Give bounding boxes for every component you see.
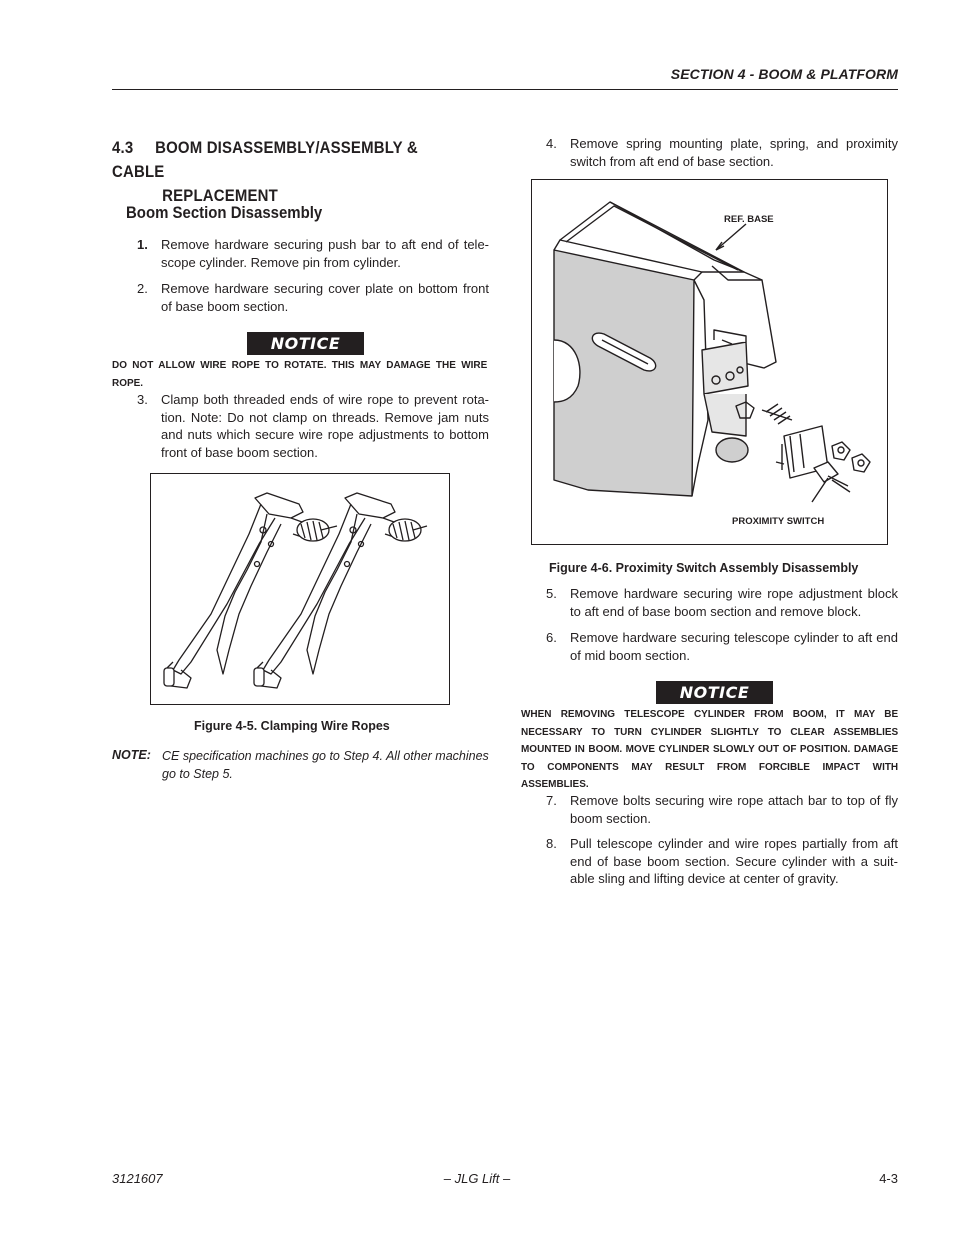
figure-proximity-switch [531, 179, 888, 545]
note-text: CE specification machines go to Step 4. All other machines go to Step 5. [162, 749, 489, 781]
section-title-line1: BOOM DISASSEMBLY/ASSEMBLY & CABLE [112, 138, 418, 181]
step-number: 1. [137, 237, 148, 252]
step-text: Pull telescope cylinder and wire ropes partially from aft end of base boom section. Secure cylinder with a suit-able sling and lifting device at center of gravity. [570, 836, 898, 886]
step-text: Remove bolts securing wire rope attach bar to top of fly boom section. [570, 793, 898, 826]
notice-label: NOTICE [270, 334, 341, 353]
section-header-title: SECTION 4 - BOOM & PLATFORM [670, 66, 898, 82]
section-number: 4.3 [112, 138, 134, 157]
step-7 [546, 792, 898, 828]
step-text: Remove spring mounting plate, spring, and proximity switch from aft end of base section. [570, 136, 898, 169]
step-text: Remove hardware securing cover plate on bottom front of base boom section. [161, 281, 489, 314]
step-number: 5. [546, 586, 557, 601]
footer-page-number: 4-3 [879, 1171, 898, 1186]
step-text: Remove hardware securing telescope cylinder to aft end of mid boom section. [570, 630, 898, 663]
ref-base-label: REF. BASE [724, 214, 774, 225]
footer-center: – JLG Lift – [443, 1171, 511, 1186]
subsection-heading: Boom Section Disassembly [126, 203, 323, 222]
step-number: 2. [137, 281, 148, 296]
locking-pliers-illustration [151, 474, 449, 704]
step-number: 6. [546, 630, 557, 645]
step-number: 8. [546, 836, 557, 851]
step-text: Clamp both threaded ends of wire rope to prevent rota-tion. Note: Do not clamp on threads. Remove jam nuts and nuts which secure wire rope adjustments to bottom front of base boom section. [161, 392, 489, 460]
notice-text: DO NOT ALLOW WIRE ROPE TO ROTATE. THIS MAY DAMAGE THE WIRE ROPE. [112, 359, 488, 389]
figure-clamping-wire-ropes [150, 473, 450, 705]
step-3 [137, 391, 489, 463]
step-4 [546, 135, 898, 171]
notice-badge [248, 333, 363, 354]
step-8 [546, 835, 898, 889]
notice-label: NOTICE [679, 683, 750, 702]
step-2 [137, 280, 489, 316]
figure-caption: Figure 4-5. Clamping Wire Ropes [194, 719, 390, 733]
step-6 [546, 629, 898, 665]
notice-text: WHEN REMOVING TELESCOPE CYLINDER FROM BOOM, IT MAY BE NECESSARY TO TURN CYLINDER SLIGHTLY TO CLEAR ASSEMBLIES MOUNTED IN BOOM. MOVE CYLINDER SLOWLY OUT OF POSITION. DAMAGE TO COMPONENTS MAY RESULT FROM FORCIBLE IMPACT WITH ASSEMBLIES. [521, 708, 899, 790]
proximity-switch-illustration [532, 180, 887, 544]
note-label: NOTE: [112, 748, 151, 762]
proximity-switch-label: PROXIMITY SWITCH [732, 516, 825, 527]
step-number: 3. [137, 392, 148, 407]
step-text: Remove hardware securing push bar to aft end of tele-scope cylinder. Remove pin from cylinder. [161, 237, 489, 270]
step-number: 4. [546, 136, 557, 151]
footer-doc-number: 3121607 [112, 1171, 163, 1186]
step-5 [546, 585, 898, 621]
section-heading [112, 136, 446, 208]
step-text: Remove hardware securing wire rope adjustment block to aft end of base boom section and remove block. [570, 586, 898, 619]
header-rule [112, 89, 898, 90]
step-1 [137, 236, 489, 272]
section-title-line2: REPLACEMENT [162, 186, 278, 205]
figure-caption: Figure 4-6. Proximity Switch Assembly Disassembly [549, 561, 859, 575]
step-number: 7. [546, 793, 557, 808]
notice-badge [657, 682, 772, 703]
